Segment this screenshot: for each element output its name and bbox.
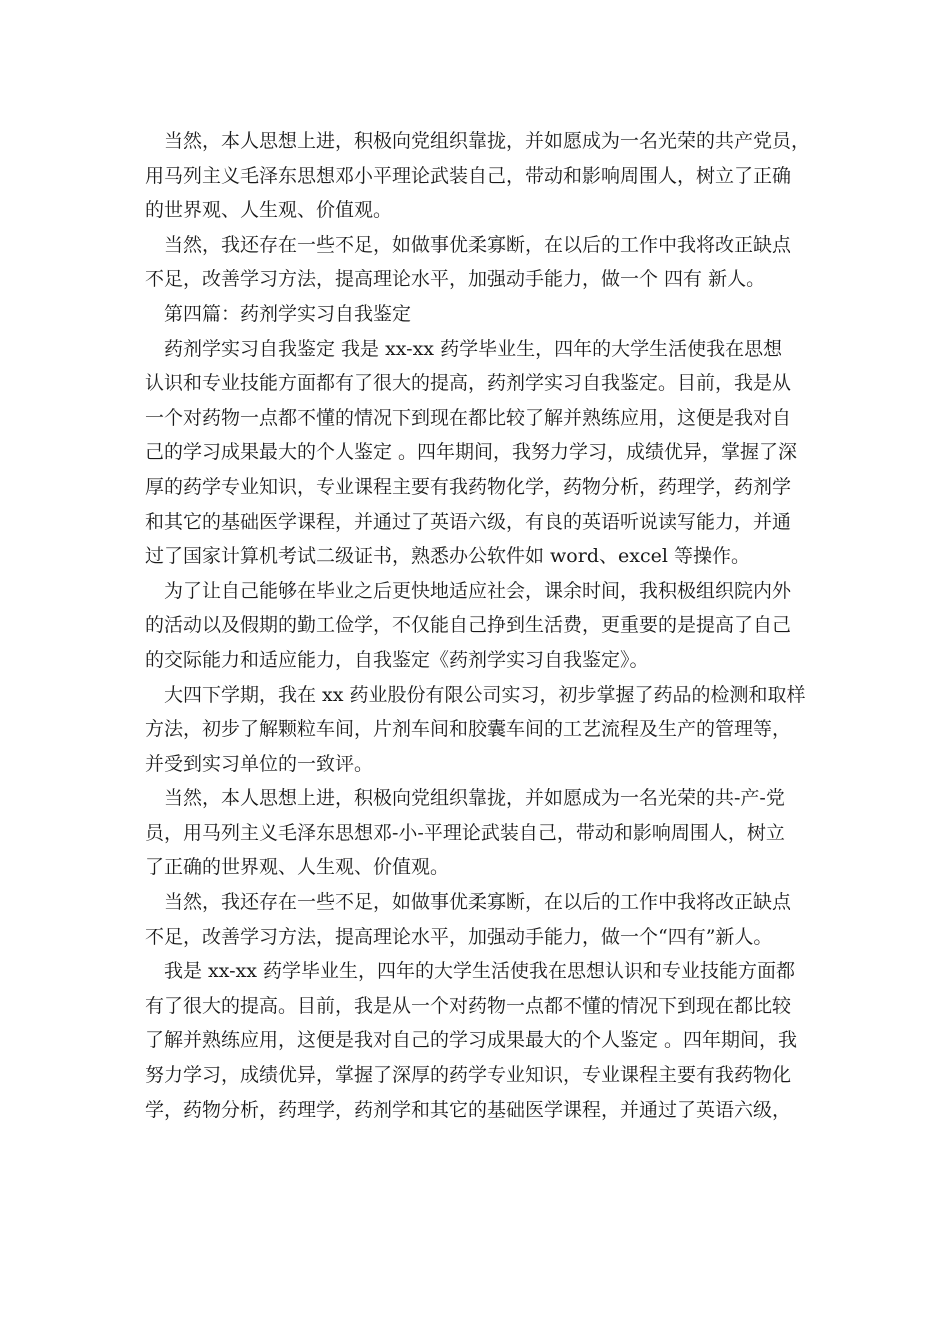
document-body: [145, 124, 813, 1127]
text-line: 的世界观、人生观、价值观。: [145, 199, 393, 222]
text-line: 有了很大的提高。目前，我是从一个对药物一点都不懂的情况下到现在都比较: [145, 994, 792, 1017]
text-line: 药剂学实习自我鉴定 我是 xx-xx 药学毕业生，四年的大学生活使我在思想: [164, 337, 783, 360]
text-line: 大四下学期，我在 xx 药业股份有限公司实习，初步掌握了药品的检测和取样: [164, 683, 806, 706]
text-line: 厚的药学专业知识，专业课程主要有我药物化学，药物分析，药理学，药剂学: [145, 475, 792, 498]
text-line: 员，用马列主义毛泽东思想邓-小-平理论武装自己，带动和影响周围人，树立: [145, 821, 785, 844]
text-line: 当然，我还存在一些不足，如做事优柔寡断，在以后的工作中我将改正缺点: [164, 891, 792, 914]
text-line: 认识和专业技能方面都有了很大的提高，药剂学实习自我鉴定。目前，我是从: [145, 372, 792, 395]
text-line: 方法，初步了解颗粒车间，片剂车间和胶囊车间的工艺流程及生产的管理等，: [145, 718, 792, 741]
text-line: 学，药物分析，药理学，药剂学和其它的基础医学课程，并通过了英语六级，: [145, 1098, 792, 1121]
text-line: 不足，改善学习方法，提高理论水平，加强动手能力，做一个“四有”新人。: [145, 925, 773, 948]
text-line: 了解并熟练应用，这便是我对自己的学习成果最大的个人鉴定 。四年期间，我: [145, 1029, 798, 1052]
text-line: 并受到实习单位的一致评。: [145, 752, 374, 775]
text-line: 为了让自己能够在毕业之后更快地适应社会，课余时间，我积极组织院内外: [164, 579, 792, 602]
text-line: 己的学习成果最大的个人鉴定 。四年期间，我努力学习，成绩优异，掌握了深: [145, 441, 798, 464]
text-line: 努力学习，成绩优异，掌握了深厚的药学专业知识，专业课程主要有我药物化: [145, 1064, 792, 1087]
text-line: 当然，本人思想上进，积极向党组织靠拢，并如愿成为一名光荣的共产党员，: [164, 130, 811, 152]
text-line: 当然，我还存在一些不足，如做事优柔寡断，在以后的工作中我将改正缺点: [164, 233, 792, 256]
text-line: 我是 xx-xx 药学毕业生，四年的大学生活使我在思想认识和专业技能方面都: [164, 960, 796, 983]
section-heading: 第四篇：药剂学实习自我鉴定: [164, 302, 412, 325]
text-line: 的活动以及假期的勤工俭学，不仅能自己挣到生活费，更重要的是提高了自己: [145, 614, 792, 637]
text-line: 当然，本人思想上进，积极向党组织靠拢，并如愿成为一名光荣的共-产-党: [164, 787, 785, 810]
text-line: 了正确的世界观、人生观、价值观。: [145, 856, 450, 879]
text-line: 用马列主义毛泽东思想邓小平理论武装自己，带动和影响周围人，树立了正确: [145, 164, 792, 187]
text-line: 和其它的基础医学课程，并通过了英语六级，有良的英语听说读写能力，并通: [145, 510, 792, 533]
text-line: 一个对药物一点都不懂的情况下到现在都比较了解并熟练应用，这便是我对自: [145, 406, 792, 429]
text-line: 过了国家计算机考试二级证书，熟悉办公软件如 word、excel 等操作。: [145, 545, 750, 568]
text-line: 不足，改善学习方法，提高理论水平，加强动手能力，做一个 四有 新人。: [145, 268, 766, 291]
text-line: 的交际能力和适应能力，自我鉴定《药剂学实习自我鉴定》。: [145, 648, 649, 671]
